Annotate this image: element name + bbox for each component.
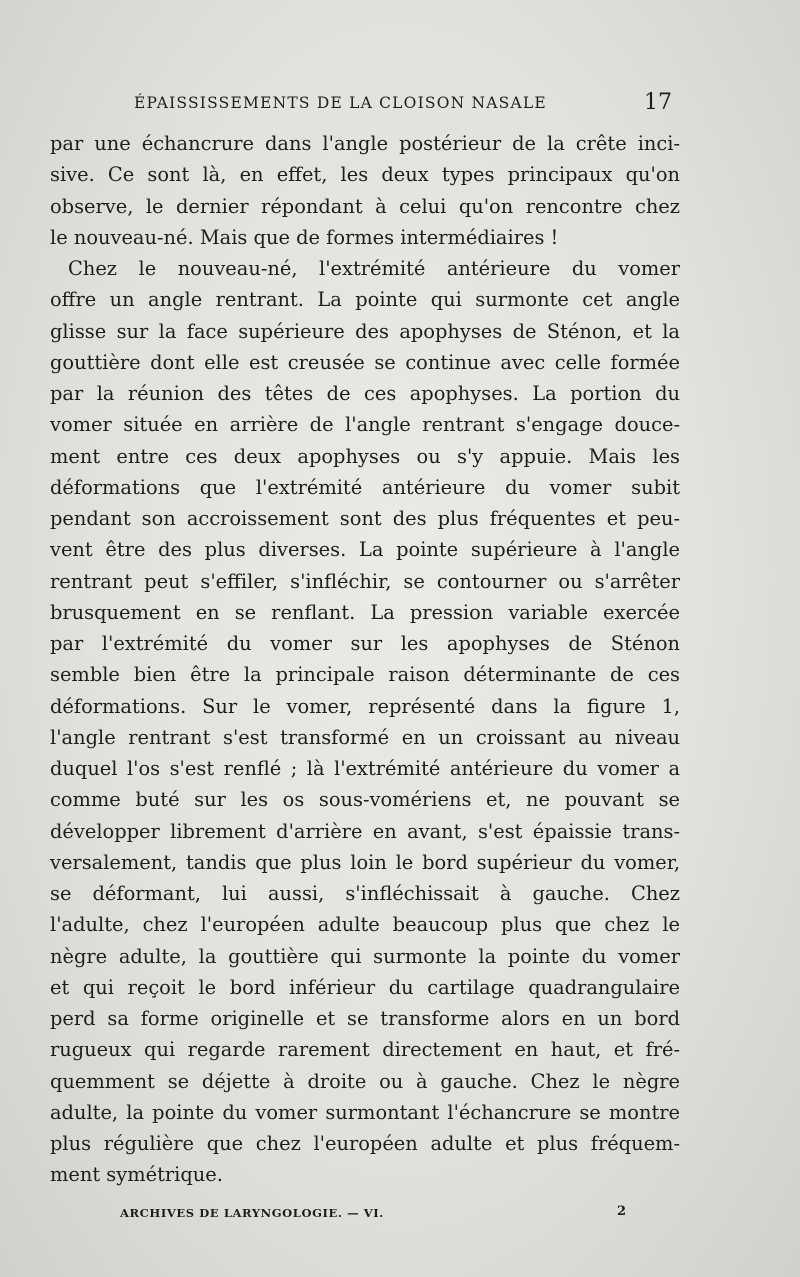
text-line: par l'extrémité du vomer sur les apophyses de Sténon [50,632,680,655]
text-line: semble bien être la principale raison déterminante de ces [50,663,680,687]
text-line: se déformant, lui aussi, s'infléchissait à gauche. Chez [50,882,680,905]
text-line: gouttière dont elle est creusée se continue avec celle formée [50,350,680,374]
text-line: versalement, tandis que plus loin le bord supérieur du vomer, [50,850,680,874]
page-number: 17 [644,90,672,115]
text-line: comme buté sur les os sous-vomériens et, ne pouvant se [50,788,680,812]
running-title: ÉPAISSISSEMENTS DE LA CLOISON NASALE [134,94,547,112]
text-line: par la réunion des têtes de ces apophyses. La portion du [50,382,680,405]
text-line: brusquement en se renflant. La pression variable exercée [50,600,680,624]
text-line: offre un angle rentrant. La pointe qui surmonte cet angle [50,288,680,312]
page-footer [0,1204,800,1228]
text-line: rentrant peut s'effiler, s'infléchir, se contourner ou s'arrêter [50,569,680,593]
text-line: glisse sur la face supérieure des apophyses de Sténon, et la [50,319,680,343]
text-line: pendant son accroissement sont des plus fréquentes et peu- [50,507,680,530]
journal-footer: ARCHIVES DE LARYNGOLOGIE. — VI. [120,1206,384,1220]
text-line: perd sa forme originelle et se transforme alors en un bord [50,1007,680,1030]
text-line: vent être des plus diverses. La pointe supérieure à l'angle [50,538,680,562]
text-line: duquel l'os s'est renflé ; là l'extrémité antérieure du vomer a [50,757,680,780]
text-line: l'adulte, chez l'européen adulte beaucoup plus que chez le [50,913,680,937]
signature-mark: 2 [617,1204,627,1219]
text-line: sive. Ce sont là, en effet, les deux types principaux qu'on [50,163,680,187]
text-line: déformations que l'extrémité antérieure du vomer subit [50,475,680,499]
text-line: l'angle rentrant s'est transformé en un croissant au niveau [50,725,680,749]
text-line: vomer située en arrière de l'angle rentrant s'engage douce- [50,413,680,437]
text-line: observe, le dernier répondant à celui qu'on rencontre chez [50,194,680,218]
body-text [50,128,680,1191]
text-line: adulte, la pointe du vomer surmontant l'échancrure se montre [50,1100,680,1124]
text-line: quemment se déjette à droite ou à gauche. Chez le nègre [50,1069,680,1093]
text-line: ment entre ces deux apophyses ou s'y appuie. Mais les [50,444,680,468]
text-line: nègre adulte, la gouttière qui surmonte la pointe du vomer [50,944,680,968]
text-line: Chez le nouveau-né, l'extrémité antérieure du vomer [68,257,680,280]
text-line: déformations. Sur le vomer, représenté dans la figure 1, [50,694,680,718]
running-head [0,90,800,120]
text-line: ment symétrique. [50,1163,223,1187]
text-line: rugueux qui regarde rarement directement en haut, et fré- [50,1038,680,1062]
text-line: le nouveau-né. Mais que de formes intermédiaires ! [50,225,559,249]
text-line: et qui reçoit le bord inférieur du cartilage quadrangulaire [50,975,680,999]
text-line: développer librement d'arrière en avant, s'est épaissie trans- [50,819,680,843]
text-line: plus régulière que chez l'européen adulte et plus fréquem- [50,1132,680,1155]
text-line: par une échancrure dans l'angle postérieur de la crête inci- [50,132,680,155]
